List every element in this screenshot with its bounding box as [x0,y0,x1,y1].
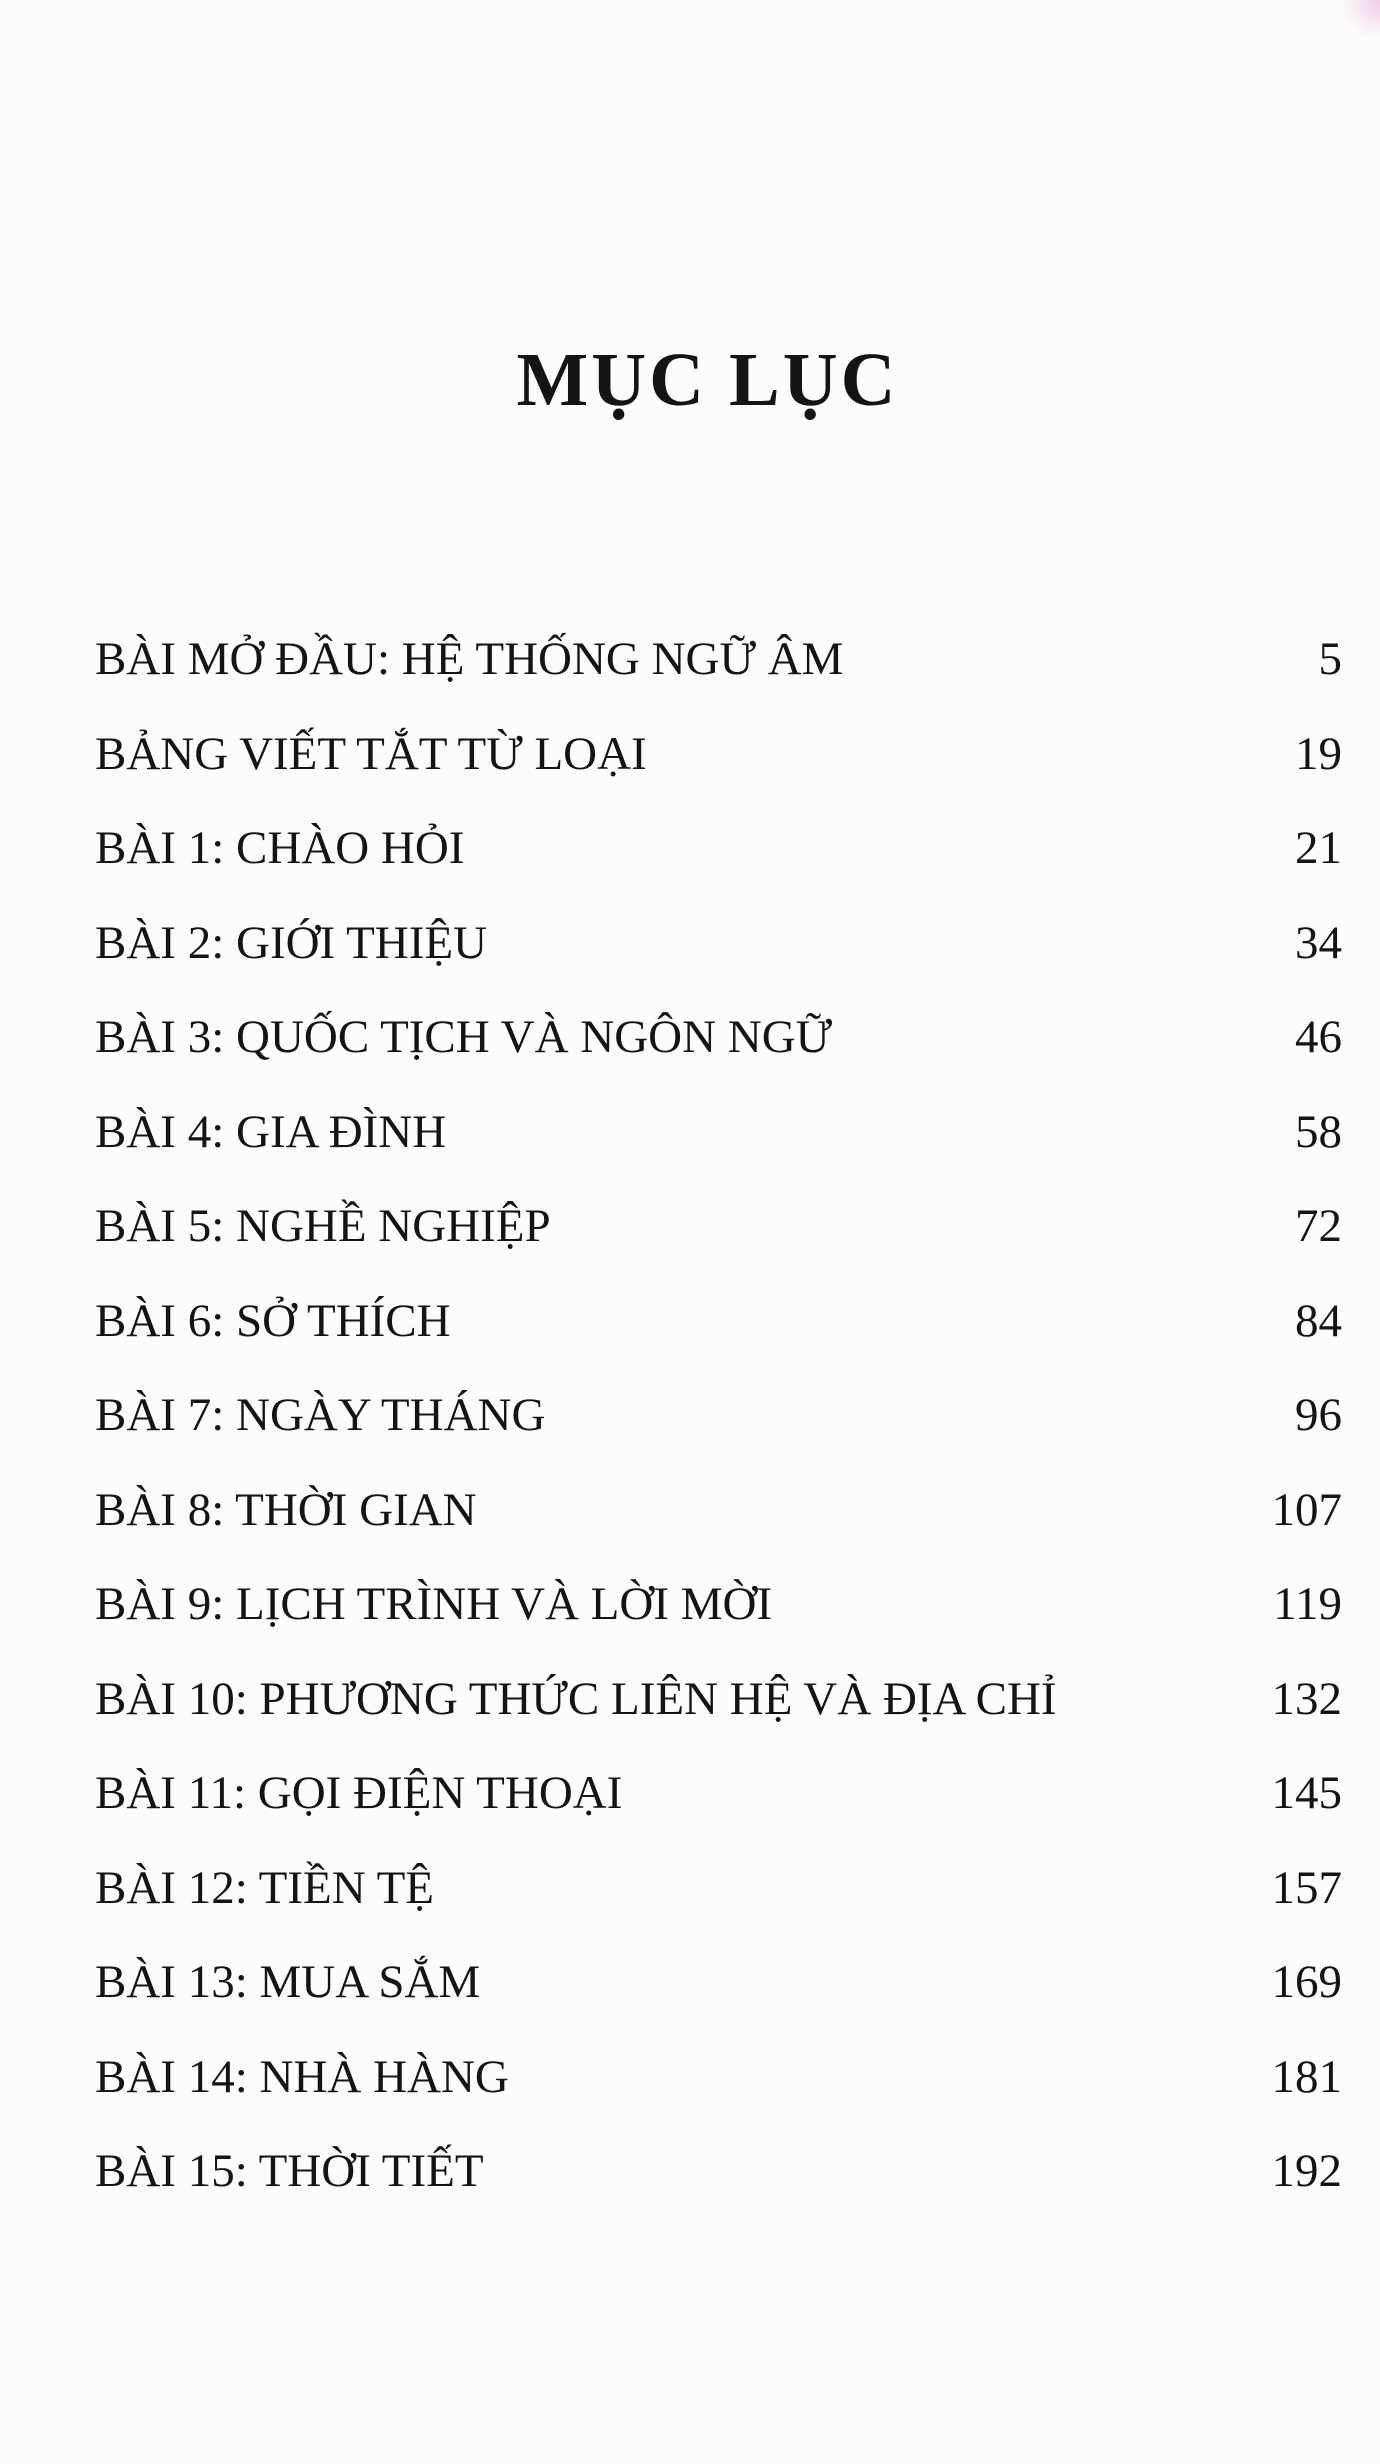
toc-entry-title: BÀI 10: PHƯƠNG THỨC LIÊN HỆ VÀ ĐỊA CHỈ [95,1672,1057,1725]
toc-entry-title: BÀI 14: NHÀ HÀNG [95,2050,509,2103]
toc-entry-page: 181 [1271,2050,1342,2103]
toc-entry-page: 84 [1295,1294,1342,1347]
page-title: MỤC LỤC [516,338,899,422]
toc-entry [95,1368,1342,1463]
toc-entry-page: 5 [1318,633,1342,686]
toc-entry-page: 157 [1271,1861,1342,1914]
toc-entry-page: 119 [1273,1578,1342,1631]
toc-entry-title: BÀI 1: CHÀO HỎI [95,822,465,875]
toc-entry [95,1085,1342,1180]
toc-entry-page: 34 [1295,916,1342,969]
toc-entry-title: BÀI 12: TIỀN TỆ [95,1861,434,1914]
toc-entry-title: BÀI 4: GIA ĐÌNH [95,1105,447,1158]
toc-entry [95,707,1342,802]
toc-entry-title: BÀI 15: THỜI TIẾT [95,2145,484,2198]
toc-entry [95,2030,1342,2125]
toc-entry-page: 107 [1271,1483,1342,1536]
toc-entry [95,1746,1342,1841]
toc-entry [95,2124,1342,2219]
toc-entry-title: BÀI 13: MUA SẮM [95,1956,481,2009]
toc-entry [95,612,1342,707]
toc-entry [95,1274,1342,1369]
toc-entry [95,1841,1342,1936]
toc-entry-title: BÀI 6: SỞ THÍCH [95,1294,451,1347]
toc-entry-page: 169 [1271,1956,1342,2009]
toc-entry-page: 145 [1271,1767,1342,1820]
toc-entry-title: BÀI 2: GIỚI THIỆU [95,916,488,969]
toc-entry [95,896,1342,991]
toc-entry-page: 21 [1295,822,1342,875]
toc-entry [95,990,1342,1085]
toc-entry [95,1557,1342,1652]
toc-entry [95,1463,1342,1558]
toc-entry-page: 192 [1271,2145,1342,2198]
table-of-contents [95,612,1342,2219]
toc-entry-title: BÀI 3: QUỐC TỊCH VÀ NGÔN NGỮ [95,1011,833,1064]
toc-entry-title: BÀI 8: THỜI GIAN [95,1483,477,1536]
toc-entry-title: BÀI 7: NGÀY THÁNG [95,1389,546,1442]
toc-entry [95,1652,1342,1747]
toc-entry-title: BÀI 9: LỊCH TRÌNH VÀ LỜI MỜI [95,1578,773,1631]
toc-entry-title: BÀI MỞ ĐẦU: HỆ THỐNG NGỮ ÂM [95,633,844,686]
toc-entry-title: BÀI 11: GỌI ĐIỆN THOẠI [95,1767,623,1820]
toc-entry [95,1935,1342,2030]
toc-entry-title: BÀI 5: NGHỀ NGHIỆP [95,1200,551,1253]
page-corner-tint [1340,0,1380,40]
toc-entry-title: BẢNG VIẾT TẮT TỪ LOẠI [95,727,647,780]
toc-entry-page: 72 [1295,1200,1342,1253]
toc-entry-page: 19 [1295,727,1342,780]
toc-entry-page: 46 [1295,1011,1342,1064]
toc-entry-page: 132 [1271,1672,1342,1725]
toc-entry-page: 96 [1295,1389,1342,1442]
toc-entry [95,1179,1342,1274]
toc-entry-page: 58 [1295,1105,1342,1158]
toc-entry [95,801,1342,896]
